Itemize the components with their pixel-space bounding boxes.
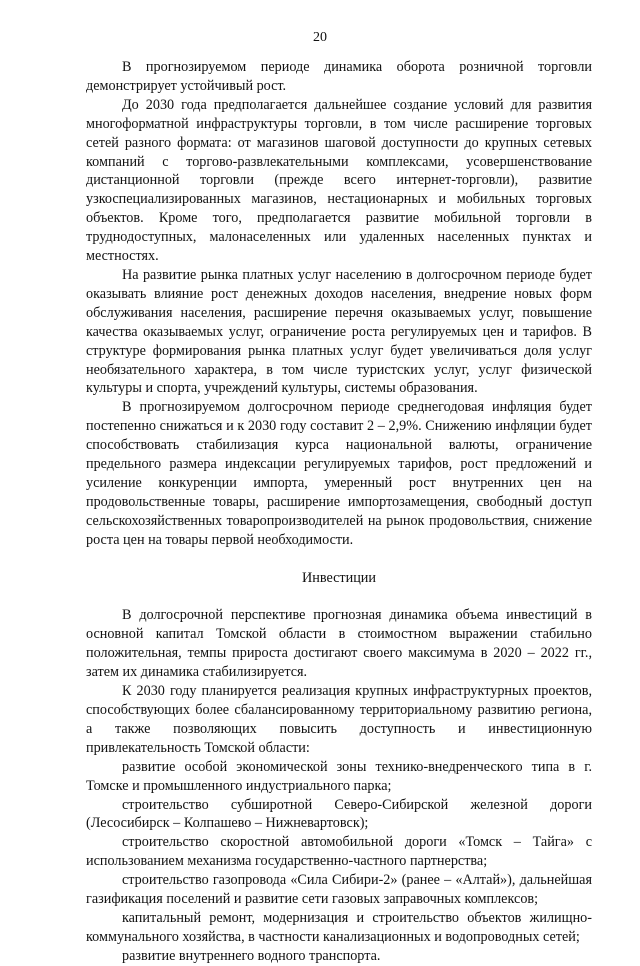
paragraph: До 2030 года предполагается дальнейшее создание условий для развития многоформатной инфраструктуры торговли, в том числе расширение торговых сетей разного формата: от магазинов шаговой доступности до крупных сетевых компаний с торгово-развлекательными комплексами, усовершенствование дистанционной торговли (прежде всего интернет-торговли), развитие узкоспециализированных магазинов, нестационарных и мобильных торговых объектов. Кроме того, предполагается развитие мобильной торговли в труднодоступных, малонаселенных или удаленных населенных пунктах и местностях.: [86, 96, 592, 265]
list-item: развитие внутреннего водного транспорта.: [122, 947, 381, 964]
list-item: строительство скоростной автомобильной дороги «Томск – Тайга» с использованием механизма государственно-частного партнерства;: [86, 834, 592, 870]
list-item: строительство газопровода «Сила Сибири-2» (ранее – «Алтай»), дальнейшая газификация поселений и развитие сети газовых заправочных комплексов;: [86, 872, 592, 908]
list-item: строительство субширотной Северо-Сибирской железной дороги (Лесосибирск – Колпашево – Нижневартовск);: [86, 796, 592, 832]
paragraph: В прогнозируемом периоде динамика оборота розничной торговли демонстрирует устойчивый рост.: [86, 59, 592, 94]
paragraph: В прогнозируемом долгосрочном периоде среднегодовая инфляция будет постепенно снижаться и к 2030 году составит 2 – 2,9%. Снижению инфляции будет способствовать стабилизация курса национальной валюты, ограничение предельного размера индексации регулируемых тарифов, рост предложений и усиление конкуренции импорта, умеренный рост внутренних цен на продовольственные товары, расширение импортозамещения, свободный доступ сельскохозяйственных товаропроизводителей на рынок продовольствия, снижение роста цен на товары первой необходимости.: [86, 399, 592, 548]
list-item: капитальный ремонт, модернизация и строительство объектов жилищно-коммунального хозяйства, в частности канализационных и водопроводных сетей;: [86, 909, 592, 945]
document-body: [86, 58, 592, 966]
paragraph: В долгосрочной перспективе прогнозная динамика объема инвестиций в основной капитал Томской области в стоимостном выражении стабильно положительная, темпы прироста достигают своего максимума в 2020 – 2022 гг., затем их динамика стабилизируется.: [86, 607, 592, 681]
paragraph: К 2030 году планируется реализация крупных инфраструктурных проектов, способствующих более сбалансированному территориальному развитию региона, а также позволяющих повысить доступность и инвестиционную привлекательность Томской области:: [86, 683, 592, 756]
section-heading: Инвестиции: [302, 569, 376, 586]
paragraph: На развитие рынка платных услуг населению в долгосрочном периоде будет оказывать влияние рост денежных доходов населения, внедрение новых форм обслуживания населения, расширение перечня оказываемых услуг, повышение качества оказываемых услуг, ограничение роста регулируемых цен и тарифов. В структуре формирования рынка платных услуг будет увеличиваться доля услуг необязательного характера, в том числе туристских услуг, услуг физической культуры и спорта, учреждений культуры, системы образования.: [86, 266, 592, 397]
page-number: 20: [313, 30, 327, 45]
list-item: развитие особой экономической зоны технико-внедренческого типа в г. Томске и промышленного индустриального парка;: [86, 758, 592, 794]
